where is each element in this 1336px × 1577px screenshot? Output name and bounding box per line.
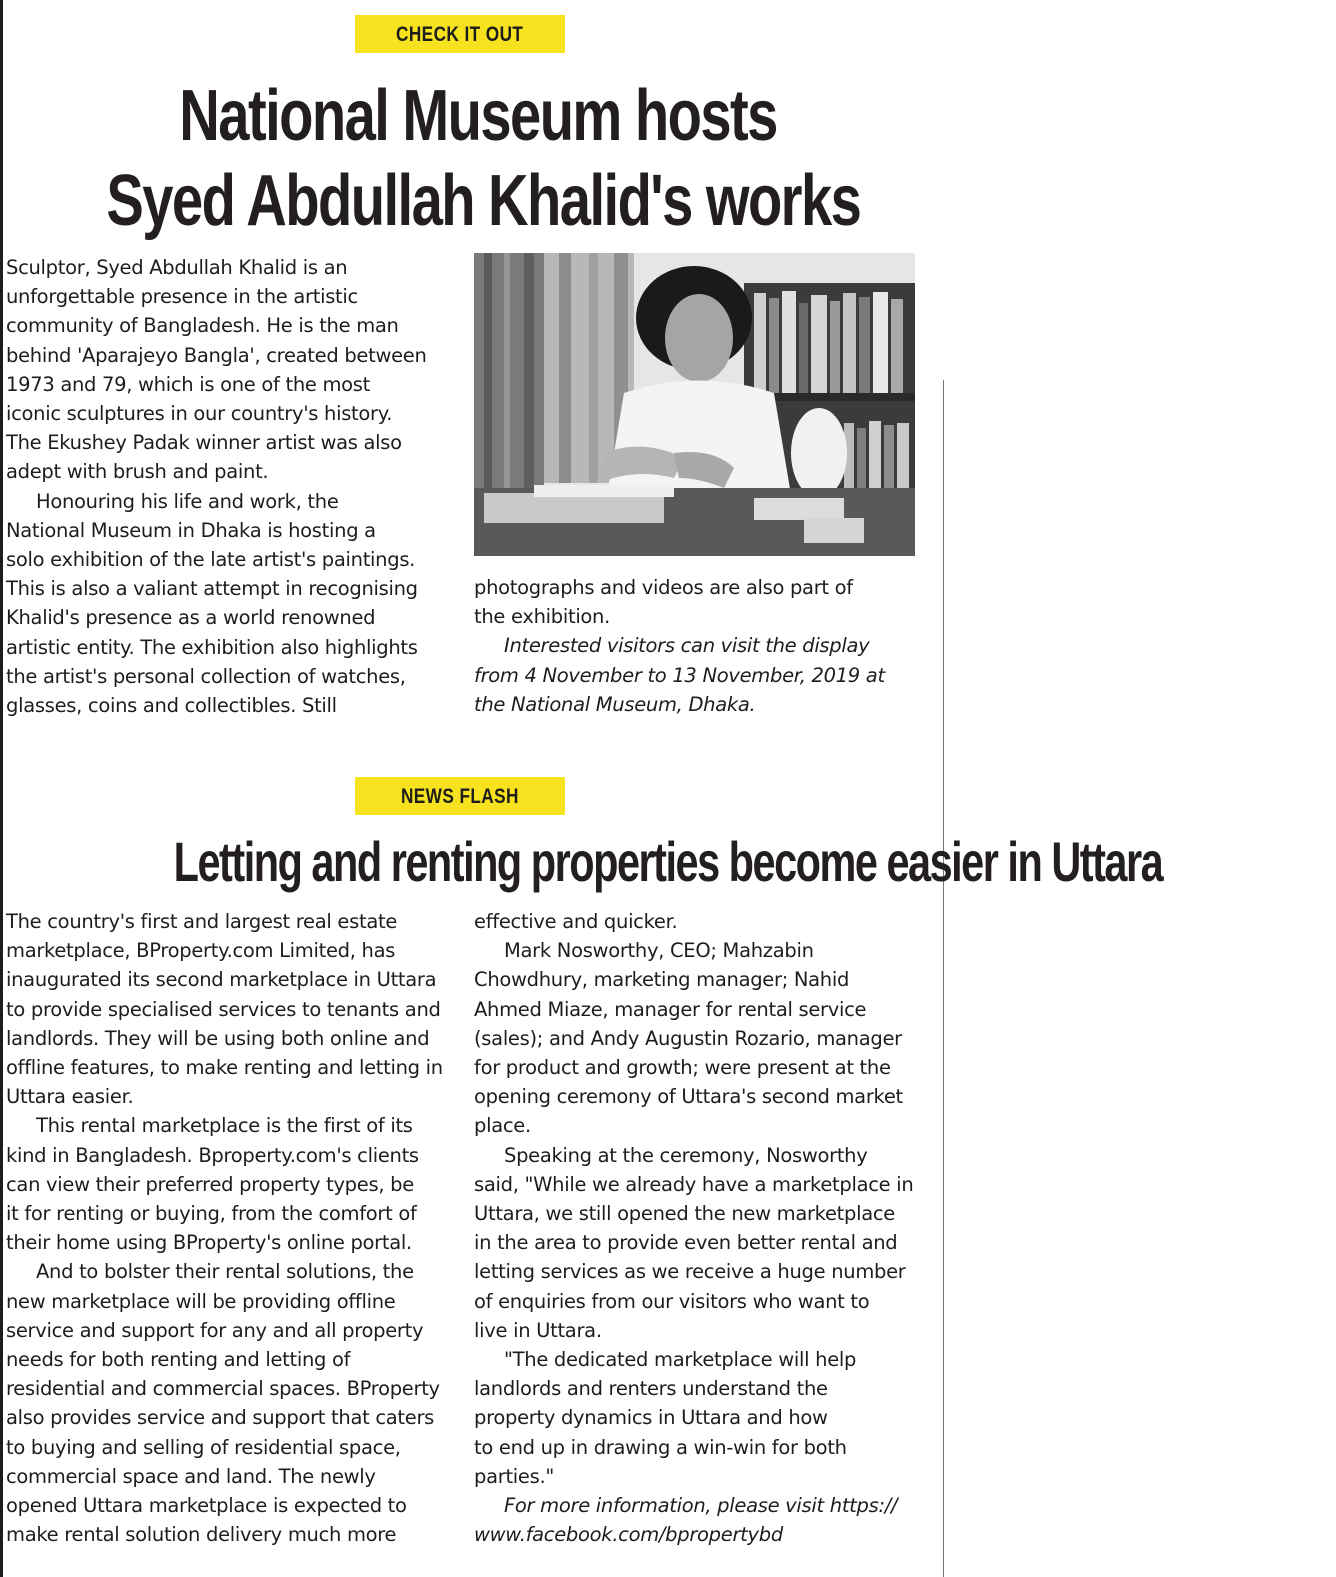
text-line: (sales); and Andy Augustin Rozario, manager [474, 1026, 902, 1050]
section-tag-news-flash [355, 777, 565, 815]
text-line: behind 'Aparajeyo Bangla', created between [6, 343, 427, 367]
text-line: make rental solution delivery much more [6, 1523, 397, 1547]
section-tag-check-it-out [355, 15, 565, 53]
text-line: landlords. They will be using both online and [6, 1026, 430, 1050]
text-line: of enquiries from our visitors who want to [474, 1289, 870, 1313]
text-line: offline features, to make renting and letting in [6, 1056, 443, 1080]
text-line: iconic sculptures in our country's history. [6, 402, 393, 426]
text-line: The Ekushey Padak winner artist was also [6, 431, 402, 455]
tag-label: CHECK IT OUT [396, 23, 524, 46]
text-line: Interested visitors can visit the display [504, 634, 870, 658]
story2-headline [0, 830, 1163, 894]
text-line: This rental marketplace is the first of its [36, 1114, 413, 1138]
text-line: For more information, please visit https:// [504, 1494, 898, 1518]
text-line: letting services as we receive a huge number [474, 1260, 906, 1284]
text-line: their home using BProperty's online portal. [6, 1231, 412, 1255]
text-line: Ahmed Miaze, manager for rental service [474, 997, 867, 1021]
text-line: Khalid's presence as a world renowned [6, 606, 376, 630]
text-line: new marketplace will be providing offline [6, 1289, 396, 1313]
text-line: needs for both renting and letting of [6, 1348, 351, 1372]
text-line: parties." [474, 1464, 555, 1488]
text-line: 1973 and 79, which is one of the most [6, 372, 371, 396]
text-line: community of Bangladesh. He is the man [6, 314, 399, 338]
text-line: commercial space and land. The newly [6, 1464, 376, 1488]
text-line: opening ceremony of Uttara's second market [474, 1085, 903, 1109]
text-line: the artist's personal collection of watches, [6, 664, 406, 688]
text-line: effective and quicker. [474, 910, 678, 933]
story2-right-column [474, 907, 934, 1549]
text-line: unforgettable presence in the artistic [6, 285, 358, 309]
text-line: for product and growth; were present at the [474, 1056, 891, 1080]
text-line: opened Uttara marketplace is expected to [6, 1494, 407, 1518]
text-line: This is also a valiant attempt in recognising [6, 577, 418, 601]
text-line: National Museum in Dhaka is hosting a [6, 518, 376, 542]
text-line: the National Museum, Dhaka. [474, 692, 756, 716]
text-line: adept with brush and paint. [6, 460, 269, 484]
story1-headline-line1 [0, 76, 956, 156]
text-line: glasses, coins and collectibles. Still [6, 694, 337, 718]
story1-headline-line2 [0, 161, 956, 241]
text-line: can view their preferred property types, be [6, 1172, 414, 1196]
text-line: Uttara, we still opened the new marketplace [474, 1202, 895, 1226]
text-line: Sculptor, Syed Abdullah Khalid is an [6, 256, 348, 279]
text-line: to provide specialised services to tenants and [6, 997, 441, 1021]
text-line: Uttara easier. [6, 1085, 134, 1109]
text-line: solo exhibition of the late artist's paintings. [6, 548, 416, 572]
text-line: also provides service and support that caters [6, 1406, 435, 1430]
text-line: the exhibition. [474, 605, 611, 629]
right-margin-rule [943, 380, 944, 1577]
text-line: Chowdhury, marketing manager; Nahid [474, 968, 850, 992]
text-line: And to bolster their rental solutions, the [36, 1260, 414, 1284]
artist-photo [474, 253, 915, 556]
text-line: Mark Nosworthy, CEO; Mahzabin [504, 939, 814, 963]
text-line: Honouring his life and work, the [36, 489, 339, 513]
text-line: to end up in drawing a win-win for both [474, 1435, 847, 1459]
text-line: residential and commercial spaces. BProperty [6, 1377, 440, 1401]
text-line: inaugurated its second marketplace in Uttara [6, 968, 437, 992]
text-line: marketplace, BProperty.com Limited, has [6, 939, 396, 963]
story2-left-column [6, 907, 456, 1549]
text-line: live in Uttara. [474, 1318, 602, 1342]
text-line: artistic entity. The exhibition also highlights [6, 635, 418, 659]
text-line: place. [474, 1114, 531, 1138]
text-line: landlords and renters understand the [474, 1377, 828, 1401]
text-line: www.facebook.com/bpropertybd [474, 1523, 783, 1547]
headline-text: National Museum hosts [179, 76, 777, 156]
story1-left-column [6, 253, 456, 720]
text-line: it for renting or buying, from the comfort of [6, 1202, 417, 1226]
text-line: The country's first and largest real estate [6, 910, 398, 933]
headline-text: Letting and renting properties become easier in Uttara [173, 830, 1163, 893]
text-line: service and support for any and all property [6, 1318, 424, 1342]
text-line: said, "While we already have a marketplace in [474, 1172, 914, 1196]
text-line: kind in Bangladesh. Bproperty.com's clients [6, 1143, 419, 1167]
headline-text: Syed Abdullah Khalid's works [106, 161, 861, 241]
text-line: Speaking at the ceremony, Nosworthy [504, 1143, 868, 1167]
text-line: property dynamics in Uttara and how [474, 1406, 828, 1430]
text-line: "The dedicated marketplace will help [504, 1348, 857, 1372]
text-line: from 4 November to 13 November, 2019 at [474, 663, 885, 687]
story1-right-column [474, 573, 924, 719]
text-line: to buying and selling of residential space, [6, 1435, 401, 1459]
artist-photo-illustration [474, 253, 915, 556]
text-line: in the area to provide even better rental and [474, 1231, 898, 1255]
text-line: photographs and videos are also part of [474, 576, 853, 599]
tag-label: NEWS FLASH [401, 785, 519, 808]
